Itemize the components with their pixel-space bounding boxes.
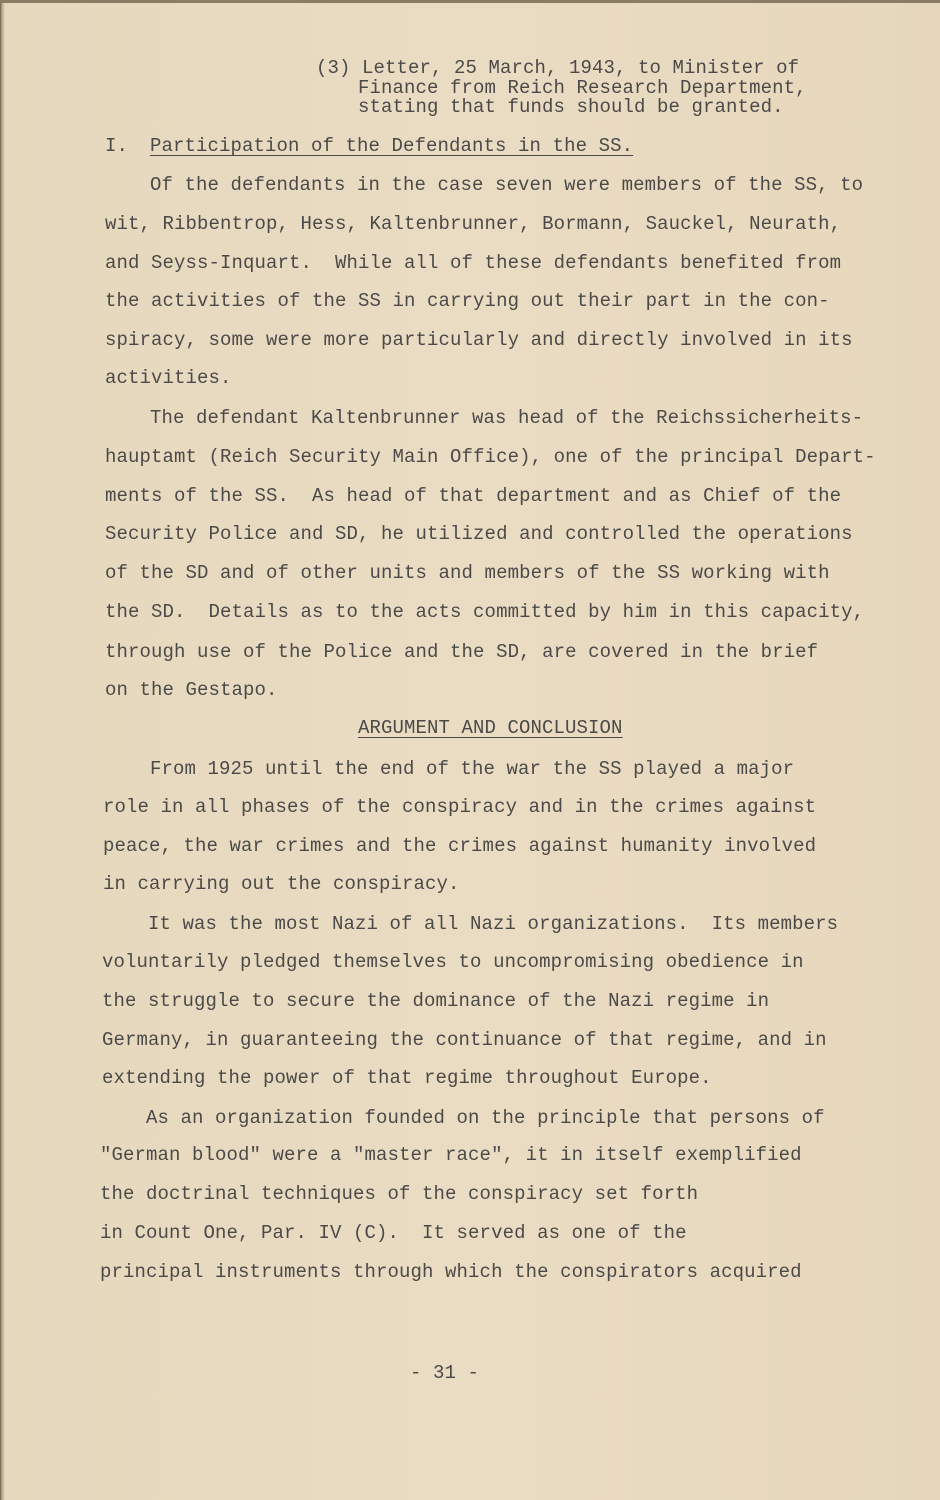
paragraph-line: role in all phases of the conspiracy and in the crimes against: [103, 796, 817, 818]
paragraph-line: of the SD and of other units and members of the SS working with: [105, 562, 830, 584]
paragraph-line: The defendant Kaltenbrunner was head of the Reichssicherheits-: [150, 407, 864, 429]
paragraph-line: ments of the SS. As head of that department and as Chief of the: [105, 485, 842, 507]
section-heading: ARGUMENT AND CONCLUSION: [358, 717, 623, 739]
paragraph-line: Germany, in guaranteeing the continuance of that regime, and in: [102, 1029, 827, 1051]
paragraph-line: activities.: [105, 367, 232, 389]
paragraph-line: the struggle to secure the dominance of the Nazi regime in: [102, 990, 770, 1012]
paragraph-line: From 1925 until the end of the war the SS played a major: [150, 758, 795, 780]
paragraph-line: extending the power of that regime throughout Europe.: [102, 1067, 712, 1089]
paragraph-line: the SD. Details as to the acts committed by him in this capacity,: [105, 601, 865, 623]
paragraph-line: the doctrinal techniques of the conspiracy set forth: [100, 1183, 699, 1205]
paragraph-line: It was the most Nazi of all Nazi organizations. Its members: [148, 913, 839, 935]
paragraph-line: Of the defendants in the case seven were members of the SS, to: [150, 174, 864, 196]
page-edge: [0, 0, 940, 3]
section-number: I.: [105, 135, 129, 157]
paragraph-line: peace, the war crimes and the crimes against humanity involved: [103, 835, 817, 857]
exhibit-note-line: (3) Letter, 25 March, 1943, to Minister of: [316, 57, 800, 79]
paragraph-line: on the Gestapo.: [105, 679, 278, 701]
paragraph-line: spiracy, some were more particularly and directly involved in its: [105, 329, 853, 351]
paragraph-line: Security Police and SD, he utilized and controlled the operations: [105, 523, 853, 545]
paragraph-line: and Seyss-Inquart. While all of these defendants benefited from: [105, 252, 842, 274]
paragraph-line: voluntarily pledged themselves to uncompromising obedience in: [102, 951, 804, 973]
paragraph-line: the activities of the SS in carrying out their part in the con-: [105, 290, 830, 312]
paragraph-line: As an organization founded on the principle that persons of: [146, 1107, 825, 1129]
section-title: Participation of the Defendants in the SS.: [150, 135, 634, 157]
paragraph-line: in Count One, Par. IV (C). It served as one of the: [100, 1222, 687, 1244]
exhibit-note-line: stating that funds should be granted.: [358, 96, 784, 118]
paragraph-line: principal instruments through which the conspirators acquired: [100, 1261, 802, 1283]
page-number: - 31 -: [410, 1362, 480, 1384]
paragraph-line: wit, Ribbentrop, Hess, Kaltenbrunner, Bormann, Sauckel, Neurath,: [105, 213, 842, 235]
paragraph-line: "German blood" were a "master race", it in itself exemplified: [100, 1144, 802, 1166]
paragraph-line: hauptamt (Reich Security Main Office), one of the principal Depart-: [105, 446, 876, 468]
exhibit-note-line: Finance from Reich Research Department,: [358, 77, 807, 99]
paragraph-line: through use of the Police and the SD, are covered in the brief: [105, 641, 819, 663]
paragraph-line: in carrying out the conspiracy.: [103, 873, 460, 895]
